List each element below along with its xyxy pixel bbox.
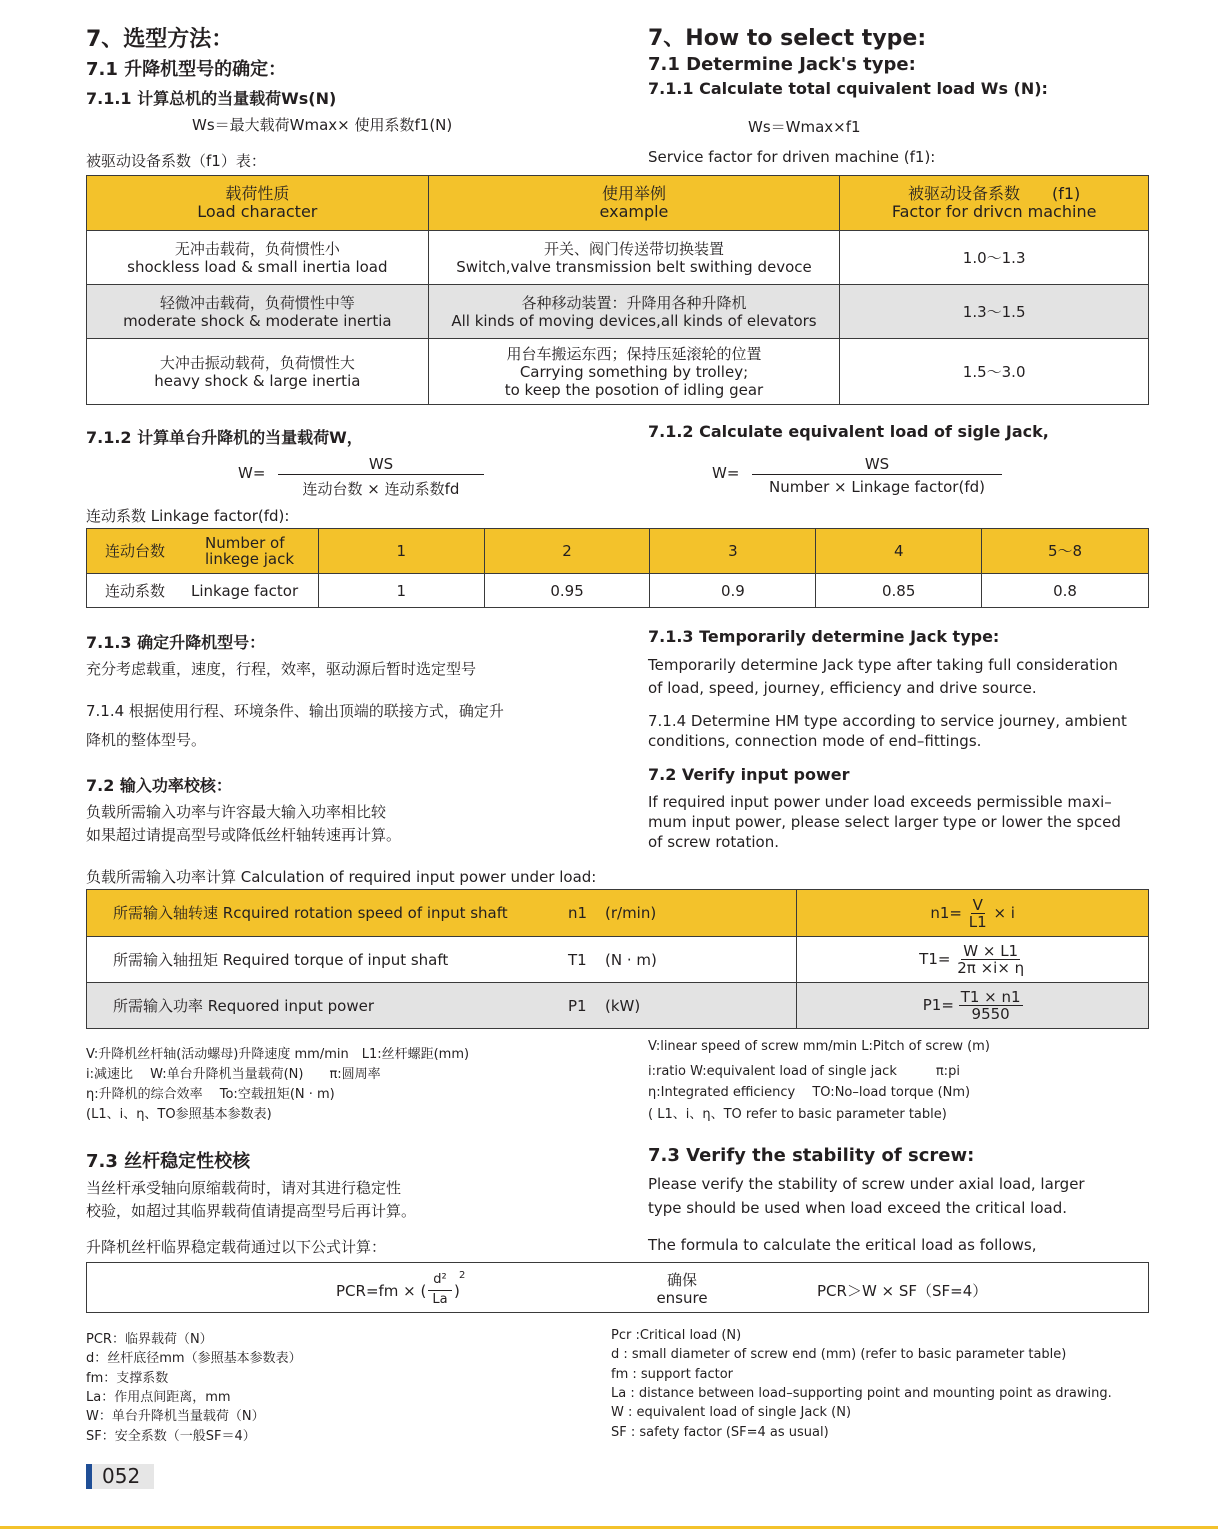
row-symbol: P1: [568, 997, 587, 1015]
footer-rule: [0, 1526, 1218, 1529]
table-cell: 1.0～1.3: [840, 231, 1149, 285]
table-cell: [87, 983, 797, 1029]
right-p72-1: If required input power under load exceeds permissible maxi–: [648, 793, 1112, 811]
table-cell: 4: [816, 529, 982, 574]
formula-lhs: P1=: [922, 996, 954, 1014]
right-p72-3: of screw rotation.: [648, 833, 779, 851]
row-label-en: Linkage factor: [191, 581, 299, 600]
pcr-fraction-bar: [428, 1290, 452, 1291]
fd-label: 连动系数 Linkage factor(fd):: [86, 507, 290, 525]
right-fraction-bar: [752, 474, 1002, 475]
left-f1-label: 被驱动设备系数（f1）表：: [86, 152, 266, 170]
table-cell: [87, 890, 797, 937]
formula-den: 9550: [971, 1005, 1010, 1023]
left-note: (L1、i、η、TO参照基本参数表): [86, 1107, 272, 1122]
cell-en: shockless load & small inertia load: [127, 257, 388, 276]
cell-cn: 轻微冲击载荷，负荷惯性中等: [159, 293, 355, 312]
cell-cn: 大冲击振动载荷，负荷惯性大: [159, 353, 355, 372]
formula-num: T1 × n1: [960, 988, 1021, 1006]
right-note: i:ratio W:equivalent load of single jack π:pi: [648, 1064, 960, 1079]
right-note: η:Integrated efficiency TO:No–load torque (Nm): [648, 1085, 971, 1100]
left-p73-2: 校验，如超过其临界载荷值请提高型号后再计算。: [86, 1202, 417, 1220]
row-label-cn: 连动系数: [105, 581, 166, 600]
table-row: [87, 890, 1149, 937]
left-w-lhs: W=: [238, 464, 266, 482]
right-def: fm : support factor: [611, 1367, 734, 1382]
left-note: V:升降机丝杆轴(活动螺母)升降速度 mm/min L1:丝杆螺距(mm): [86, 1047, 470, 1062]
pcr-den: La: [432, 1292, 448, 1307]
input-power-table: [86, 889, 1149, 1029]
right-p714-2: conditions, connection mode of end–fittings.: [648, 732, 982, 750]
power-label: 负载所需输入功率计算 Calculation of required input power under load:: [86, 868, 597, 886]
table-cell: [87, 937, 797, 983]
left-p713: 充分考虑载重，速度，行程，效率，驱动源后暂时选定型号: [86, 660, 477, 678]
formula-tail: × i: [993, 903, 1015, 922]
cell-en: moderate shock & moderate inertia: [123, 311, 392, 330]
left-def: W：单台升降机当量载荷（N）: [86, 1409, 265, 1424]
right-section-712: 7.1.2 Calculate equivalent load of sigle Jack,: [648, 422, 1049, 441]
ensure-en: ensure: [656, 1289, 708, 1307]
cell-en: All kinds of moving devices,all kinds of elevators: [451, 311, 817, 330]
formula-lhs: T1=: [919, 950, 951, 968]
service-factor-table: [86, 175, 1149, 405]
header-factor: [840, 176, 1149, 231]
left-section-711: 7.1.1 计算总机的当量载荷Ws(N): [86, 89, 337, 108]
header-en: example: [599, 202, 669, 221]
table-cell: 0.8: [982, 574, 1149, 608]
cell-cn: 用台车搬运东西；保持压延滚轮的位置: [506, 344, 762, 363]
pcr-formula-box: [86, 1262, 1149, 1313]
table-cell: [797, 983, 1149, 1029]
formula-lhs: n1=: [930, 903, 962, 922]
table-cell: 1: [318, 529, 484, 574]
left-p714-1: 7.1.4 根据使用行程、环境条件、输出顶端的联接方式，确定升: [86, 702, 504, 720]
cell-cn: 无冲击载荷，负荷惯性小: [174, 239, 340, 258]
left-section-712: 7.1.2 计算单台升降机的当量载荷W，: [86, 428, 363, 447]
table-cell: 0.85: [816, 574, 982, 608]
formula-fraction: [959, 989, 1023, 1022]
left-section-72: 7.2 输入功率校核：: [86, 776, 232, 795]
ensure-cn: 确保: [666, 1271, 697, 1289]
pcr-exponent: 2: [459, 1270, 466, 1281]
left-def: SF：安全系数（一般SF＝4）: [86, 1429, 256, 1444]
table-cell: [428, 231, 840, 285]
header-en: Load character: [197, 202, 318, 221]
table-cell: 0.95: [484, 574, 650, 608]
cell-en: heavy shock & large inertia: [154, 371, 361, 390]
left-title: 7、选型方法：: [86, 27, 234, 52]
table-row: [87, 339, 1149, 405]
header-en: Factor for drivcn machine: [891, 202, 1097, 221]
right-note: V:linear speed of screw mm/min L:Pitch of screw (m): [648, 1039, 990, 1054]
table-cell: [87, 231, 429, 285]
table-row: [87, 574, 1149, 608]
right-p713-1: Temporarily determine Jack type after taking full consideration: [648, 656, 1118, 674]
left-ws-formula: Ws＝最大载荷Wmax× 使用系数f1(N): [192, 116, 453, 134]
formula-fraction: [967, 897, 989, 930]
left-section-713: 7.1.3 确定升降机型号：: [86, 633, 266, 652]
row-label: 所需输入轴转速 Rcquired rotation speed of input shaft: [113, 904, 508, 922]
right-def: d : small diameter of screw end (mm) (refer to basic parameter table): [611, 1347, 1067, 1362]
table-cell: [428, 285, 840, 339]
table-cell: 0.9: [650, 574, 816, 608]
right-section-713: 7.1.3 Temporarily determine Jack type:: [648, 627, 1000, 646]
table-row: [87, 231, 1149, 285]
page-number: 052: [92, 1464, 154, 1489]
pcr-condition: PCR＞W × SF（SF=4）: [817, 1282, 988, 1300]
left-subtitle: 7.1 升降机型号的确定：: [86, 59, 287, 80]
pcr-rhs: ): [454, 1282, 460, 1300]
table-cell: 3: [650, 529, 816, 574]
left-note: i:减速比 W:单台升降机当量载荷(N) π:圆周率: [86, 1067, 381, 1082]
table-cell: [87, 574, 319, 608]
table-cell: [87, 339, 429, 405]
cell-cn: 各种移动装置：升降用各种升降机: [521, 293, 747, 312]
left-def: fm：支撑系数: [86, 1371, 169, 1386]
left-fraction-bar: [278, 474, 484, 475]
left-p72-2: 如果超过请提高型号或降低丝杆轴转速再计算。: [86, 826, 402, 844]
header-cn: 使用举例: [601, 184, 666, 203]
formula-num: W × L1: [963, 942, 1019, 960]
right-title: 7、How to select type:: [648, 26, 927, 51]
row-unit: (r/min): [605, 904, 657, 922]
left-w-denominator: 连动台数 × 连动系数fd: [302, 480, 460, 498]
row-label-en: Number of linkege jack: [205, 534, 295, 568]
right-def: SF : safety factor (SF=4 as usual): [611, 1425, 829, 1440]
left-def: d：丝杆底径mm（参照基本参数表）: [86, 1351, 302, 1366]
table-cell: [797, 890, 1149, 937]
header-example: [428, 176, 840, 231]
formula-den: L1: [968, 912, 987, 931]
right-pcr-label: The formula to calculate the eritical load as follows,: [648, 1236, 1037, 1254]
left-note: η:升降机的综合效率 To:空载扭矩(N · m): [86, 1087, 335, 1102]
right-section-72: 7.2 Verify input power: [648, 765, 850, 784]
right-w-denominator: Number × Linkage factor(fd): [769, 478, 985, 496]
right-subtitle: 7.1 Determine Jack's type:: [648, 54, 916, 75]
table-cell: 1.5～3.0: [840, 339, 1149, 405]
left-w-numerator: WS: [368, 455, 394, 473]
left-def: PCR：临界载荷（N）: [86, 1332, 213, 1347]
table-row: [87, 937, 1149, 983]
right-ws-formula: Ws＝Wmax×f1: [748, 118, 861, 136]
formula-fraction: [955, 943, 1026, 976]
table-cell: [797, 937, 1149, 983]
right-section-73: 7.3 Verify the stability of screw:: [648, 1145, 975, 1166]
row-label: 所需输入轴扭矩 Required torque of input shaft: [113, 950, 449, 969]
right-p73-1: Please verify the stability of screw under axial load, larger: [648, 1175, 1085, 1193]
table-row: [87, 983, 1149, 1029]
table-cell: 1: [318, 574, 484, 608]
formula-num: V: [972, 895, 983, 914]
left-p714-2: 降机的整体型号。: [86, 731, 207, 749]
left-def: La：作用点间距离，mm: [86, 1390, 231, 1405]
table-cell: 1.3～1.5: [840, 285, 1149, 339]
right-w-numerator: WS: [864, 455, 890, 473]
cell-cn: 开关、阀门传送带切换装置: [543, 239, 724, 258]
right-section-711: 7.1.1 Calculate total cquivalent load Ws (N):: [648, 79, 1048, 98]
row-symbol: n1: [568, 904, 588, 922]
cell-en: to keep the posotion of idling gear: [504, 380, 764, 399]
table-cell: 5～8: [982, 529, 1149, 574]
header-load-character: [87, 176, 429, 231]
row-label: 所需输入功率 Requored input power: [113, 996, 375, 1015]
left-section-73: 7.3 丝杆稳定性校核: [86, 1151, 251, 1172]
row-unit: (N · m): [605, 951, 657, 969]
formula-den: 2π ×i× η: [957, 959, 1025, 977]
header-cn: 载荷性质: [225, 184, 290, 203]
right-p714-1: 7.1.4 Determine HM type according to service journey, ambient: [648, 712, 1127, 730]
header-cn: 被驱动设备系数 (f1): [907, 184, 1081, 203]
right-note: ( L1、i、η、TO refer to basic parameter table): [648, 1107, 947, 1122]
linkage-factor-table: [86, 528, 1149, 608]
left-p73-1: 当丝杆承受轴向原缩载荷时，请对其进行稳定性: [86, 1179, 402, 1197]
pcr-num: d²: [433, 1272, 447, 1287]
left-p72-1: 负载所需输入功率与许容最大输入功率相比较: [86, 803, 387, 821]
pcr-lhs: PCR=fm × (: [336, 1282, 427, 1300]
right-p72-2: mum input power, please select larger type or lower the spced: [648, 813, 1121, 831]
right-def: W : equivalent load of single Jack (N): [611, 1405, 852, 1420]
row-unit: (kW): [605, 997, 641, 1015]
table-cell: [87, 529, 319, 574]
right-p713-2: of load, speed, journey, efficiency and drive source.: [648, 679, 1037, 697]
table-cell: 2: [484, 529, 650, 574]
right-def: Pcr :Critical load (N): [611, 1328, 742, 1343]
row-symbol: T1: [568, 951, 587, 969]
table-cell: [87, 285, 429, 339]
left-pcr-label: 升降机丝杆临界稳定载荷通过以下公式计算：: [86, 1238, 387, 1256]
table-cell: [428, 339, 840, 405]
right-def: La : distance between load–supporting point and mounting point as drawing.: [611, 1386, 1112, 1401]
right-f1-label: Service factor for driven machine (f1):: [648, 148, 936, 166]
cell-en: Carrying something by trolley;: [519, 362, 749, 381]
row-label-cn: 连动台数: [105, 542, 166, 560]
cell-en: Switch,valve transmission belt swithing devoce: [456, 257, 812, 276]
table-row: [87, 285, 1149, 339]
right-w-lhs: W=: [712, 464, 740, 482]
table-row: [87, 529, 1149, 574]
right-p73-2: type should be used when load exceed the critical load.: [648, 1199, 1067, 1217]
